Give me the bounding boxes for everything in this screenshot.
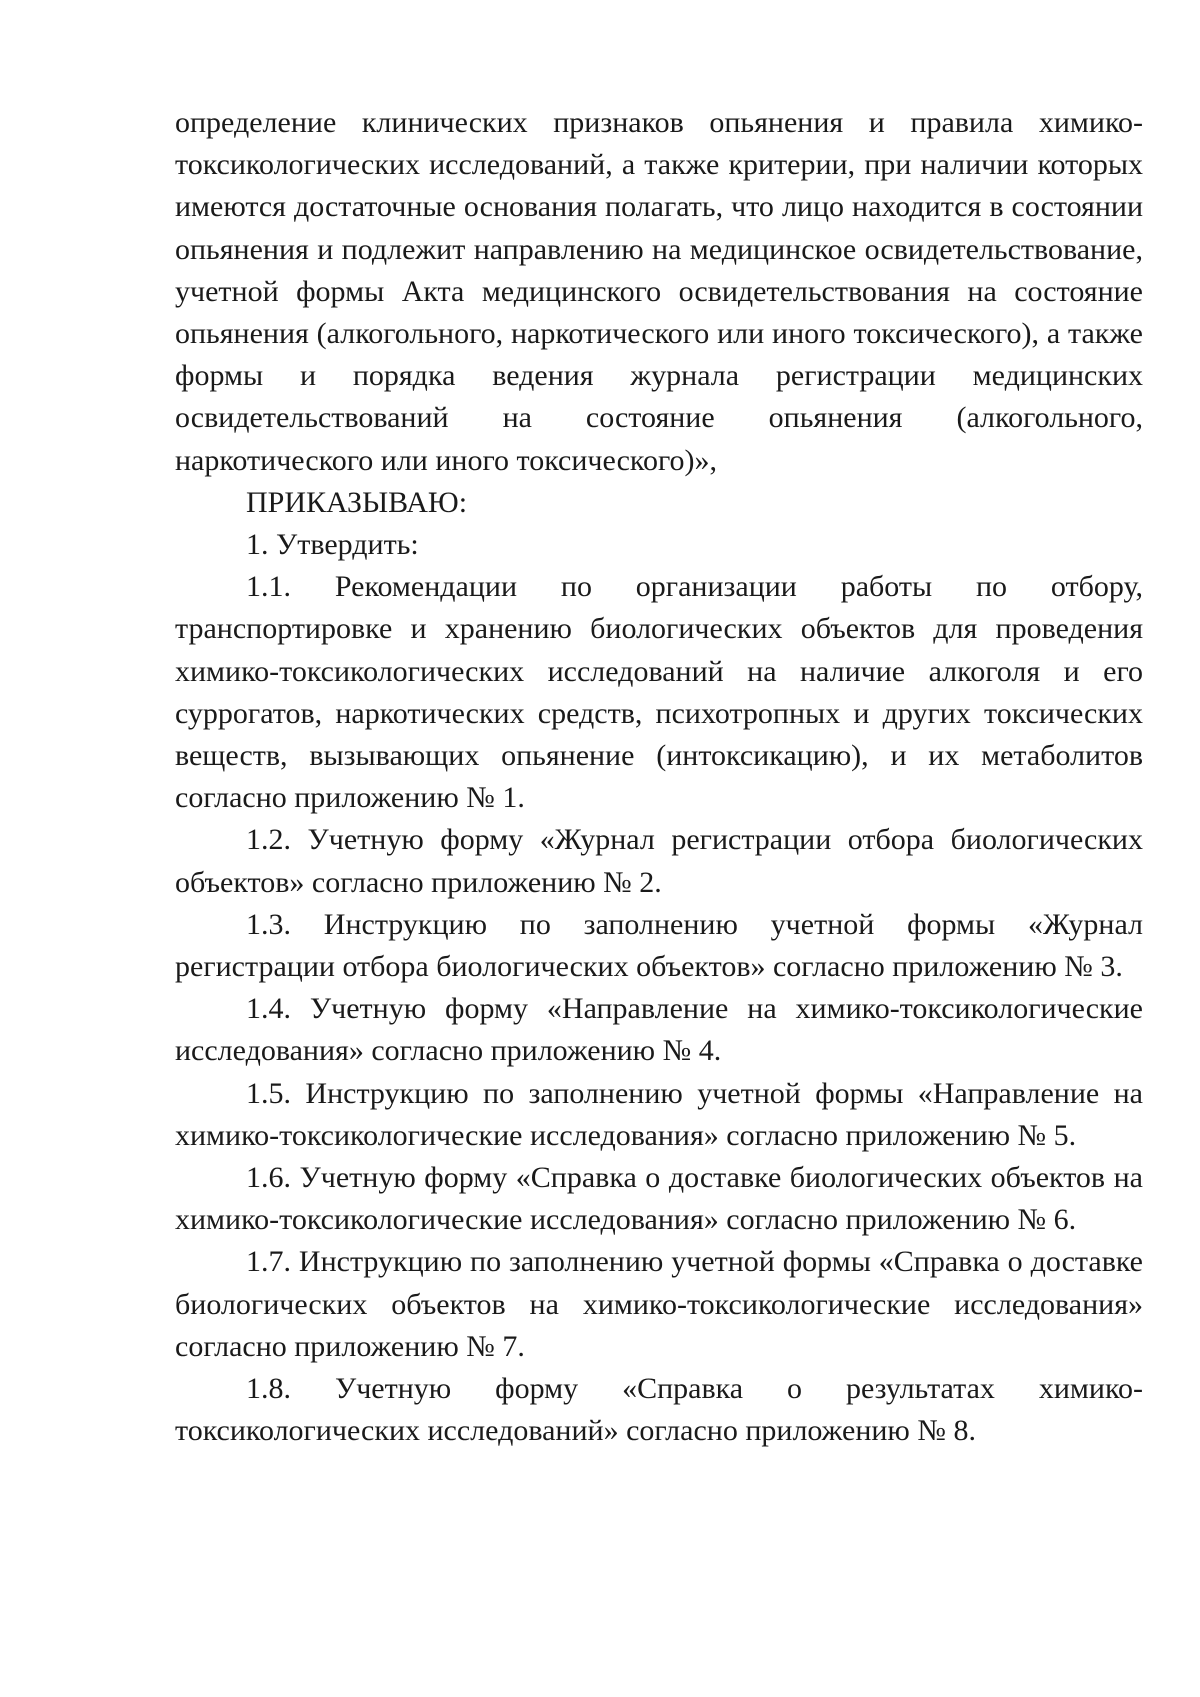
item-1-6: 1.6. Учетную форму «Справка о доставке биологических объектов на химико-токсикологические исследования» согласно приложению № 6. (175, 1161, 1143, 1237)
item-1-8: 1.8. Учетную форму «Справка о результатах химико-токсикологических исследований» согласно приложению № 8. (175, 1372, 1143, 1448)
item-1-7: 1.7. Инструкцию по заполнению учетной формы «Справка о доставке биологических объектов на химико-токсикологические исследования» согласно приложению № 7. (175, 1245, 1143, 1363)
item-1-5: 1.5. Инструкцию по заполнению учетной формы «Направление на химико-токсикологические исследования» согласно приложению № 5. (175, 1076, 1143, 1152)
intro-paragraph: определение клинических признаков опьянения и правила химико-токсикологических исследований, а также критерии, при наличии которых имеются достаточные основания полагать, что лицо находится в состоянии опьянения и подлежит направлению на медицинское освидетельствование, учетной формы Акта медицинского освидетельствования на состояние опьянения (алкогольного, наркотического или иного токсического), а также формы и порядка ведения журнала регистрации медицинских освидетельствований на состояние опьянения (алкогольного, наркотического или иного токсического)», (175, 106, 1143, 477)
document-page (175, 102, 1143, 1453)
item-1-3: 1.3. Инструкцию по заполнению учетной формы «Журнал регистрации отбора биологических объектов» согласно приложению № 3. (175, 907, 1143, 984)
item-1-1: 1.1. Рекомендации по организации работы по отбору, транспортировке и хранению биологических объектов для проведения химико-токсикологических исследований на наличие алкоголя и его суррогатов, наркотических средств, психотропных и других токсических веществ, вызывающих опьянение (интоксикацию), и их метаболитов согласно приложению № 1. (175, 570, 1143, 815)
item-1-2: 1.2. Учетную форму «Журнал регистрации отбора биологических объектов» согласно приложению № 2. (175, 823, 1143, 899)
approve-heading: 1. Утвердить: (246, 528, 419, 562)
order-heading: ПРИКАЗЫВАЮ: (246, 485, 468, 519)
item-1-4: 1.4. Учетную форму «Направление на химико-токсикологические исследования» согласно приложению № 4. (175, 992, 1143, 1068)
